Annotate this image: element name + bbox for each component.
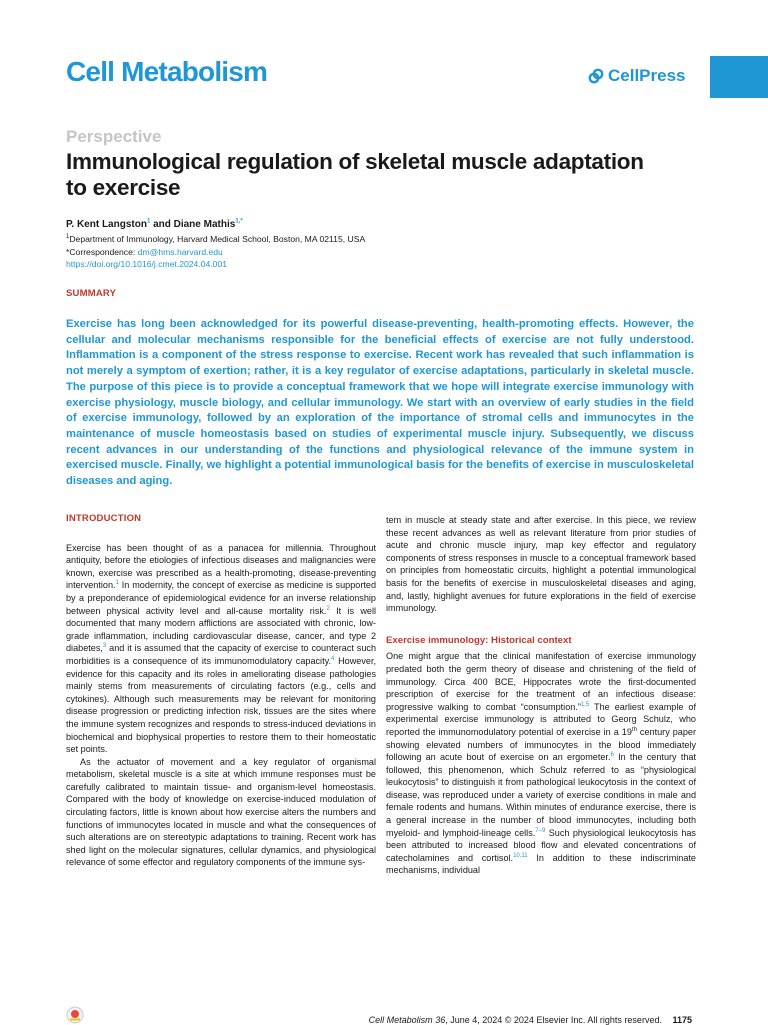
citation-link[interactable]: 6 — [610, 752, 614, 759]
doi-link[interactable]: https://doi.org/10.1016/j.cmet.2024.04.001 — [66, 259, 228, 269]
affiliation-marker: 1,* — [235, 218, 243, 225]
footer-journal: Cell Metabolism — [368, 1015, 433, 1025]
citation-link[interactable]: 1 — [115, 580, 119, 587]
header-accent-tab — [710, 56, 768, 98]
author-name[interactable]: P. Kent Langston — [66, 219, 147, 230]
intro-paragraph-3: tem in muscle at steady state and after exercise. In this piece, we review these recent advances as well as relevant literature from prior studies of acute and chronic muscle injury, map key effector and regulatory components of stress responses in muscle to a conceptual framework based on principles from homeostatic circuits, highlight a potential immunological basis for the benefits of exercise in musculoskeletal diseases and aging, and, lastly, highlight avenues for future explorations in the field of exercise immunology. — [386, 515, 696, 614]
footer-volume: 36 — [435, 1015, 446, 1025]
cellpress-logo-icon — [588, 68, 604, 84]
citation-link[interactable]: 10,11 — [513, 852, 528, 859]
summary-text: Exercise has long been acknowledged for its powerful disease-preventing, health-promoting effects. However, the cellular and molecular mechanisms responsible for the beneficial effects of exercise are not fully understood. Inflammation is a component of the stress response to exercise. Recent work has revealed that such inflammation is not merely a symptom of exertion; rather, it is a key regulator of exercise adaptations, particularly in skeletal muscle. The purpose of this piece is to provide a conceptual framework that we hope will integrate exercise immunology with exercise physiology, muscle biology, and cellular immunology. We start with an overview of early studies in the field of exercise immunology, followed by an exploration of the importance of stromal cells and immunocytes in the maintenance of muscle homeostasis based on studies of experimental muscle injury. Subsequently, we discuss recent advances in our understanding of the functions and physiological relevance of the immune system in exercised muscle. Finally, we highlight a potential immunological basis for the benefits of exercise in musculoskeletal diseases and aging. — [66, 318, 694, 488]
check-for-updates-icon[interactable] — [66, 1006, 84, 1024]
correspondence-label: *Correspondence: — [66, 246, 136, 257]
affiliation-marker: 1 — [66, 234, 70, 241]
publisher-logo[interactable] — [588, 66, 686, 86]
intro-paragraph-1: Exercise has been thought of as a panacea for millennia. Throughout antiquity, before the etiologies of infectious diseases and malignancies were known, exercise was prescribed as a health-promoting, disease-preventing intervention.$^1$ In modernity, the concept of exercise as medicine is supported by a preponderance of epidemiological evidence for an inverse relationship between physical activity level and all-cause mortality risk.$^2$ It is well documented that many modern afflictions are associated with chronic, low-grade inflammation, including cardiovascular disease, cancer, and type 2 diabetes,$^3$ and it is assumed that the capacity of exercise to counteract such morbidities is a consequence of its immunomodulatory capacity.$^4$ However, evidence for this capacity and its roles in ameliorating disease pathologies mainly stems from measurements of circulating factors (e.g., cells and cytokines). Although such measurements may be relevant for monitoring disease progression or predicting infection risk, tissues are the sites where the immune system recognizes and responds to stress-induced deviations in biochemical and biophysical properties to restore them to their homeostatic set points. — [66, 542, 376, 755]
left-column — [66, 513, 376, 869]
citation-link[interactable]: 4 — [331, 655, 335, 662]
right-column — [386, 514, 696, 877]
citation-link[interactable]: 2 — [326, 605, 330, 612]
citation-link[interactable]: 1,5 — [580, 701, 590, 708]
ordinal-suffix: th — [631, 726, 637, 733]
intro-paragraph-2: As the actuator of movement and a key regulator of organismal metabolism, skeletal muscle is a site at which immune responses must be carefully calibrated to maintain tissue- and organism-level homeostasis. Compared with the body of knowledge on exercise-induced modulation of circulating factors, little is known about how exercise alters the numbers and functions of immunocytes located in muscle and what the consequences of such alterations are on stereotypic adaptations to training. Recent work has shed light on the molecular signatures, cellular dynamics, and physiological relevance of some effector and regulatory components of the immune sys- — [66, 756, 376, 868]
article-title: Immunological regulation of skeletal muscle adaptation to exercise — [66, 149, 644, 200]
history-subheading: Exercise immunology: Historical context — [386, 634, 572, 646]
summary-heading: SUMMARY — [66, 288, 117, 299]
affiliation-marker: 1 — [146, 218, 151, 225]
introduction-heading: INTRODUCTION — [66, 513, 142, 524]
correspondence-email-link[interactable]: dm@hms.harvard.edu — [137, 246, 223, 257]
journal-title: Cell Metabolism — [66, 56, 268, 87]
author-name[interactable]: Diane Mathis — [173, 219, 236, 230]
citation-link[interactable]: 7–9 — [535, 827, 546, 834]
article-category: Perspective — [66, 127, 162, 146]
author-conjunction: and — [153, 219, 171, 230]
affiliation-line — [66, 233, 365, 246]
affiliation-text: Department of Immunology, Harvard Medical School, Boston, MA 02115, USA — [69, 234, 366, 244]
correspondence-line — [66, 246, 365, 259]
affiliations — [66, 233, 365, 271]
citation-link[interactable]: 3 — [102, 643, 107, 650]
footer-date-copyright: , June 4, 2024 © 2024 Elsevier Inc. All rights reserved. — [445, 1015, 662, 1025]
page-number: 1175 — [672, 1015, 692, 1025]
history-paragraph: One might argue that the clinical manifestation of exercise immunology predated both the germ theory of disease and christening of the field of immunology. Circa 400 BCE, Hippocrates wrote the first-documented prescription of exercise for the treatment of an infectious disease: progressive walking to combat “consumption.”$^{1,5}$ The earliest example of experimental exercise immunology is attributed to Georg Schulz, who reported the immunomodulatory potential of exercise in a 19th century paper showing elevated numbers of immunocytes in the blood immediately following an acute bout of exercise on an ergometer.$^6$ In the century that followed, this phenomenon, which Schulz referred to as “physiological leukocytosis” to distinguish it from pathological leukocytosis in the context of disease, was reproduced under a variety of exercise conditions in male and female rodents and humans. Within minutes of endurance exercise, there is a general increase in the number of blood immunocytes, including both myeloid- and lymphoid-lineage cells.$^{7-9}$ Such physiological leukocytosis has been attributed to increased blood flow and elevated concentrations of catecholamines and cortisol.$^{10,11}$ In addition to these indiscriminate mechanisms, individual — [386, 651, 696, 876]
author-list — [66, 219, 243, 230]
publisher-name: CellPress — [608, 66, 686, 85]
